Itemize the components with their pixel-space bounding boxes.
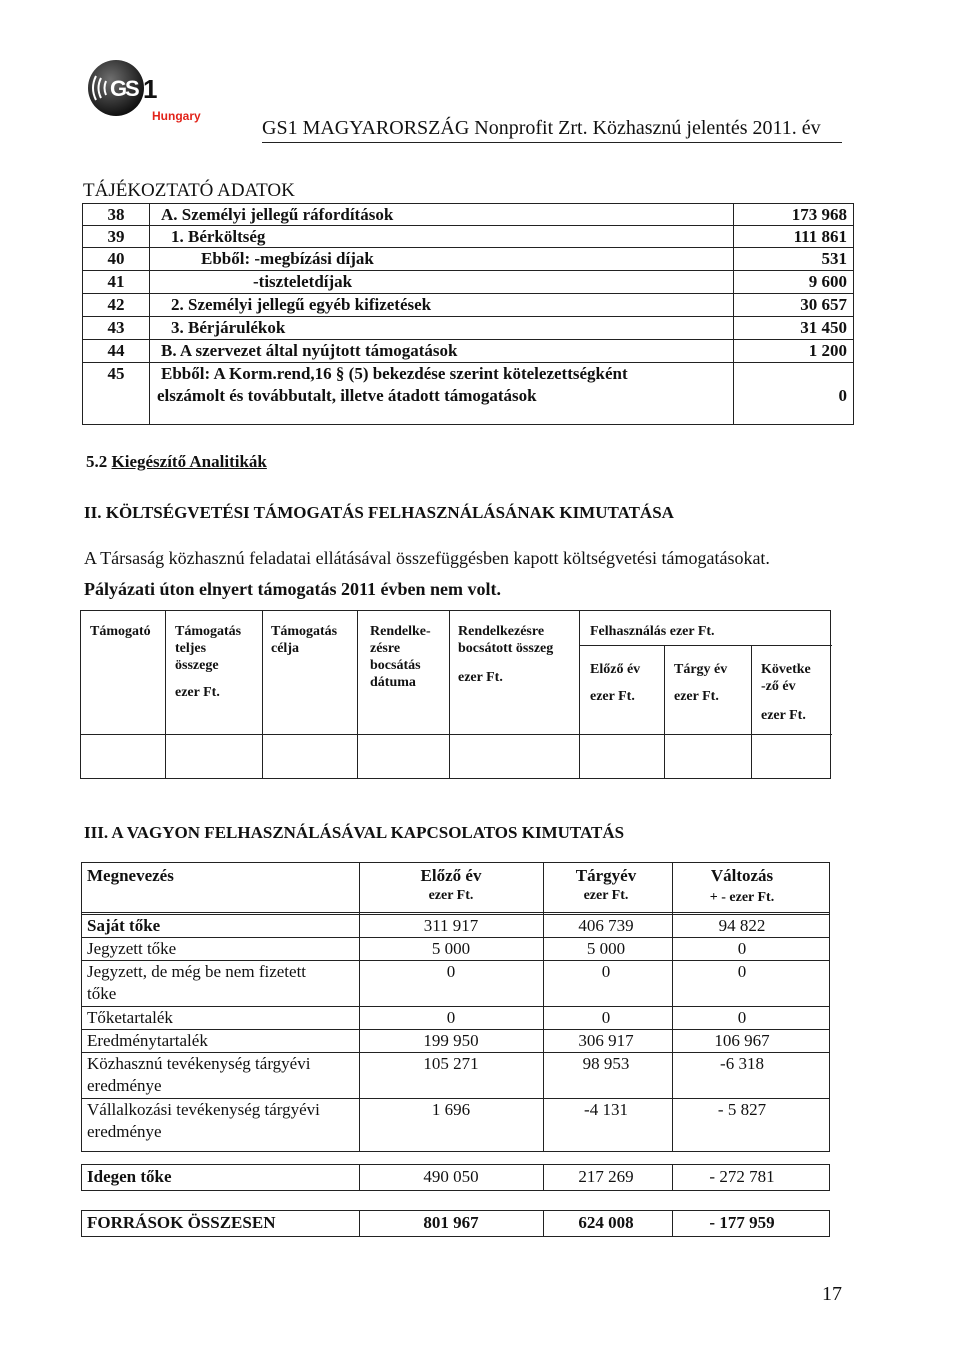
row-label: Saját tőke bbox=[87, 916, 161, 935]
logo-text: 1 bbox=[143, 74, 158, 104]
table-row bbox=[83, 204, 853, 226]
table-divider bbox=[82, 912, 829, 913]
tajekoztato-table bbox=[82, 203, 854, 425]
row-label: 1. Bérköltség bbox=[171, 227, 266, 246]
col-elozo-ev: Előző év ezer Ft. bbox=[590, 662, 641, 704]
row-value: 0 bbox=[838, 386, 847, 405]
col-elozo-ev: Előző év bbox=[420, 866, 482, 885]
col-felhasznalas: Felhasználás ezer Ft. bbox=[590, 624, 715, 639]
table-divider bbox=[449, 611, 450, 778]
header-divider bbox=[262, 142, 842, 143]
row-prev: 1 696 bbox=[431, 1100, 471, 1119]
row-curr: 0 bbox=[601, 1008, 611, 1027]
section-ii-paragraph: A Társaság közhasznú feladatai ellátásával összefüggésben kapott költségvetési támogatásokat. bbox=[84, 548, 770, 568]
col-elozo-ev-unit: ezer Ft. bbox=[428, 888, 474, 903]
col-tamogatas-celja: Támogatás célja bbox=[271, 624, 338, 656]
row-change: 0 bbox=[737, 939, 747, 958]
row-prev: 0 bbox=[446, 1008, 456, 1027]
row-change: 94 822 bbox=[718, 916, 766, 935]
row-prev: 0 bbox=[446, 962, 456, 981]
row-label: Idegen tőke bbox=[87, 1167, 172, 1186]
row-number: 45 bbox=[107, 364, 125, 383]
row-value: 531 bbox=[821, 249, 847, 268]
col-targyev-unit: ezer Ft. bbox=[583, 888, 629, 903]
table-divider bbox=[81, 734, 832, 735]
col-targy-ev: Tárgy év ezer Ft. bbox=[674, 662, 728, 704]
table-row bbox=[83, 294, 853, 317]
table-row bbox=[83, 340, 853, 363]
table-row bbox=[83, 248, 853, 271]
table-row bbox=[83, 317, 853, 340]
tajekoztato-title: TÁJÉKOZTATÓ ADATOK bbox=[83, 180, 295, 201]
row-curr: 0 bbox=[601, 962, 611, 981]
row-curr: 406 739 bbox=[578, 916, 634, 935]
row-curr: 217 269 bbox=[578, 1167, 634, 1186]
row-label: Ebből: -megbízási díjak bbox=[201, 249, 374, 268]
row-change: - 5 827 bbox=[717, 1100, 767, 1119]
row-label-cont: eredménye bbox=[87, 1076, 162, 1095]
asset-table bbox=[81, 862, 830, 1240]
col-kovetkezo-ev: Követke -ző év ezer Ft. bbox=[761, 662, 811, 723]
col-rendelkezesre-osszeg: Rendelkezésre bocsátott összeg ezer Ft. bbox=[458, 624, 554, 685]
row-label: Eredménytartalék bbox=[87, 1031, 208, 1050]
forrasok-osszesen-row bbox=[81, 1210, 830, 1237]
row-change: 0 bbox=[737, 1008, 747, 1027]
row-prev: 490 050 bbox=[423, 1167, 479, 1186]
col-valtozas: Változás bbox=[710, 866, 774, 885]
page-number: 17 bbox=[822, 1283, 842, 1305]
row-label-cont: tőke bbox=[87, 984, 117, 1003]
table-divider bbox=[751, 645, 752, 778]
col-rendelkezesre-datuma: Rendelke- zésre bocsátás dátuma bbox=[370, 624, 431, 690]
section-ii-note: Pályázati úton elnyert támogatás 2011 évben nem volt. bbox=[84, 579, 501, 599]
row-number: 38 bbox=[107, 205, 125, 224]
row-label: Ebből: A Korm.rend,16 § (5) bekezdése szerint kötelezettségként bbox=[161, 364, 628, 383]
table-divider bbox=[165, 611, 166, 778]
col-targyev: Tárgyév bbox=[575, 866, 637, 885]
row-number: 40 bbox=[107, 249, 125, 268]
row-prev: 801 967 bbox=[423, 1213, 479, 1232]
table-row bbox=[83, 271, 853, 294]
table-divider bbox=[579, 645, 832, 646]
col-megnevezes: Megnevezés bbox=[87, 866, 174, 885]
row-value: 30 657 bbox=[800, 295, 847, 314]
col-tamogatas-osszege: Támogatás teljes összege ezer Ft. bbox=[175, 624, 242, 700]
kiegeszito-heading bbox=[86, 452, 267, 472]
table-divider bbox=[357, 611, 358, 778]
row-value: 9 600 bbox=[808, 272, 847, 291]
row-value: 1 200 bbox=[808, 341, 847, 360]
logo-sub: Hungary bbox=[152, 109, 201, 123]
row-number: 43 bbox=[107, 318, 125, 337]
row-label-cont: eredménye bbox=[87, 1122, 162, 1141]
table-row bbox=[83, 363, 853, 423]
row-number: 41 bbox=[107, 272, 125, 291]
row-label-cont: elszámolt és továbbutalt, illetve átadott támogatások bbox=[157, 386, 537, 405]
row-label: FORRÁSOK ÖSSZESEN bbox=[87, 1213, 276, 1232]
table-divider bbox=[664, 645, 665, 778]
idegen-toke-row bbox=[81, 1164, 830, 1191]
row-label: Közhasznú tevékenység tárgyévi bbox=[87, 1054, 311, 1073]
row-change: 106 967 bbox=[714, 1031, 770, 1050]
row-value: 31 450 bbox=[800, 318, 847, 337]
table-divider bbox=[262, 611, 263, 778]
row-label: Tőketartalék bbox=[87, 1008, 173, 1027]
row-label: B. A szervezet által nyújtott támogatások bbox=[161, 341, 458, 360]
row-value: 173 968 bbox=[791, 205, 847, 224]
kiegeszito-link[interactable]: Kiegészítő Analitikák bbox=[111, 452, 267, 471]
section-ii-heading: II. KÖLTSÉGVETÉSI TÁMOGATÁS FELHASZNÁLÁSÁNAK KIMUTATÁSA bbox=[84, 503, 674, 522]
row-label: 3. Bérjárulékok bbox=[171, 318, 286, 337]
row-change: - 272 781 bbox=[709, 1167, 775, 1186]
row-label: Jegyzett, de még be nem fizetett bbox=[87, 962, 307, 981]
col-tamogato: Támogató bbox=[90, 624, 151, 639]
row-change: - 177 959 bbox=[709, 1213, 775, 1232]
table-row bbox=[83, 226, 853, 248]
gs1-logo bbox=[84, 58, 212, 130]
row-change: -6 318 bbox=[720, 1054, 764, 1073]
support-table bbox=[80, 610, 831, 779]
row-prev: 199 950 bbox=[423, 1031, 479, 1050]
row-curr: -4 131 bbox=[584, 1100, 628, 1119]
row-curr: 624 008 bbox=[578, 1213, 634, 1232]
row-label: Vállalkozási tevékenység tárgyévi bbox=[87, 1100, 320, 1119]
header-title: GS1 MAGYARORSZÁG Nonprofit Zrt. Közhasznú jelentés 2011. év bbox=[262, 117, 821, 139]
col-valtozas-unit: + - ezer Ft. bbox=[709, 890, 775, 905]
row-label: A. Személyi jellegű ráfordítások bbox=[161, 205, 394, 224]
row-change: 0 bbox=[737, 962, 747, 981]
section-iii-heading: III. A VAGYON FELHASZNÁLÁSÁVAL KAPCSOLATOS KIMUTATÁS bbox=[84, 823, 625, 842]
svg-text:G: G bbox=[110, 76, 128, 101]
row-curr: 98 953 bbox=[582, 1054, 630, 1073]
section-number: 5.2 bbox=[86, 452, 108, 471]
row-label: Jegyzett tőke bbox=[87, 939, 177, 958]
row-number: 39 bbox=[107, 227, 125, 246]
table-divider bbox=[579, 611, 580, 778]
row-curr: 5 000 bbox=[586, 939, 626, 958]
row-value: 111 861 bbox=[793, 227, 847, 246]
row-number: 42 bbox=[107, 295, 125, 314]
row-label: 2. Személyi jellegű egyéb kifizetések bbox=[171, 295, 432, 314]
row-prev: 105 271 bbox=[423, 1054, 479, 1073]
row-number: 44 bbox=[107, 341, 125, 360]
row-curr: 306 917 bbox=[578, 1031, 634, 1050]
row-prev: 311 917 bbox=[423, 916, 479, 935]
row-label: -tiszteletdíjak bbox=[253, 272, 353, 291]
asset-table-main bbox=[81, 862, 830, 1152]
row-prev: 5 000 bbox=[431, 939, 471, 958]
svg-text:S: S bbox=[125, 76, 140, 101]
